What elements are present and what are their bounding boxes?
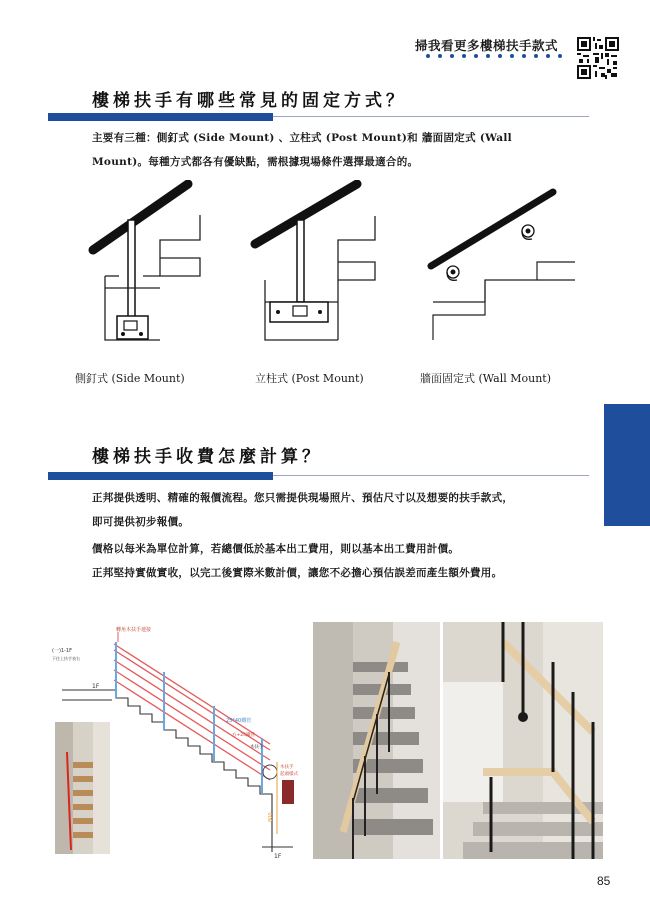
label-wood: 木扶手 [250, 745, 264, 750]
side-mount-diagram [85, 180, 215, 355]
wall-mount-diagram [425, 180, 585, 355]
caption-side-mount: 側釘式 (Side Mount) [75, 372, 185, 385]
label-floor-1f-top: 1F [92, 683, 100, 690]
label-floor-1f-bottom: 1F [274, 853, 282, 860]
section2-text-line1: 正邦提供透明、精確的報價流程。您只需提供現場照片、預估尺寸以及想要的扶手款式， [92, 492, 514, 504]
section2-title: 樓梯扶手收費怎麼計算？ [92, 447, 323, 467]
section2-text-line2: 即可提供初步報價。 [92, 516, 190, 528]
dot-divider [425, 53, 565, 59]
divider-line [273, 116, 589, 117]
red-rail-stair-photo [55, 722, 110, 854]
section1-text-line2: Mount)。每種方式都各有優缺點，需根據現場條件選擇最適合的。 [92, 156, 419, 168]
qr-code-icon[interactable] [577, 37, 619, 79]
label-pipe2: 方+24鐵管 [232, 733, 255, 738]
header-tagline: 掃我看更多樓梯扶手款式 [415, 38, 559, 53]
section1-title: 樓梯扶手有哪些常見的固定方式？ [92, 91, 407, 111]
section2-text-line3: 價格以每米為單位計算，若總價低於基本出工費用，則以基本出工費用計價。 [92, 543, 460, 555]
section1-text-line1: 主要有三種：側釘式 (Side Mount) 、立柱式 (Post Mount)和 牆面固定式 (Wall [92, 132, 512, 144]
page-number: 85 [597, 874, 611, 888]
label-floor-title: (一)1-1F [52, 648, 72, 654]
label-height: 800 [268, 812, 274, 822]
accent-bar [48, 472, 273, 480]
section2-text-line4: 正邦堅持實做實收，以完工後實際米數計價，讓您不必擔心預估誤差而產生額外費用。 [92, 567, 503, 579]
wood-rail-stair-photo [313, 622, 440, 859]
divider-line [273, 475, 589, 476]
label-end2: 起頭樣式 [280, 772, 298, 777]
side-tab [604, 404, 650, 526]
accent-bar [48, 113, 273, 121]
label-floor-sub: 下往上扶手表右 [52, 656, 80, 661]
post-mount-diagram [245, 180, 380, 355]
label-pipe: 25*40鐵管 [226, 718, 252, 724]
caption-post-mount: 立柱式 (Post Mount) [255, 372, 364, 385]
label-end1: 木扶手 [280, 765, 294, 770]
label-top-note: 轉角木扶手連接 [116, 627, 152, 633]
caption-wall-mount: 牆面固定式 (Wall Mount) [420, 372, 551, 385]
black-post-stair-photo [443, 622, 603, 859]
